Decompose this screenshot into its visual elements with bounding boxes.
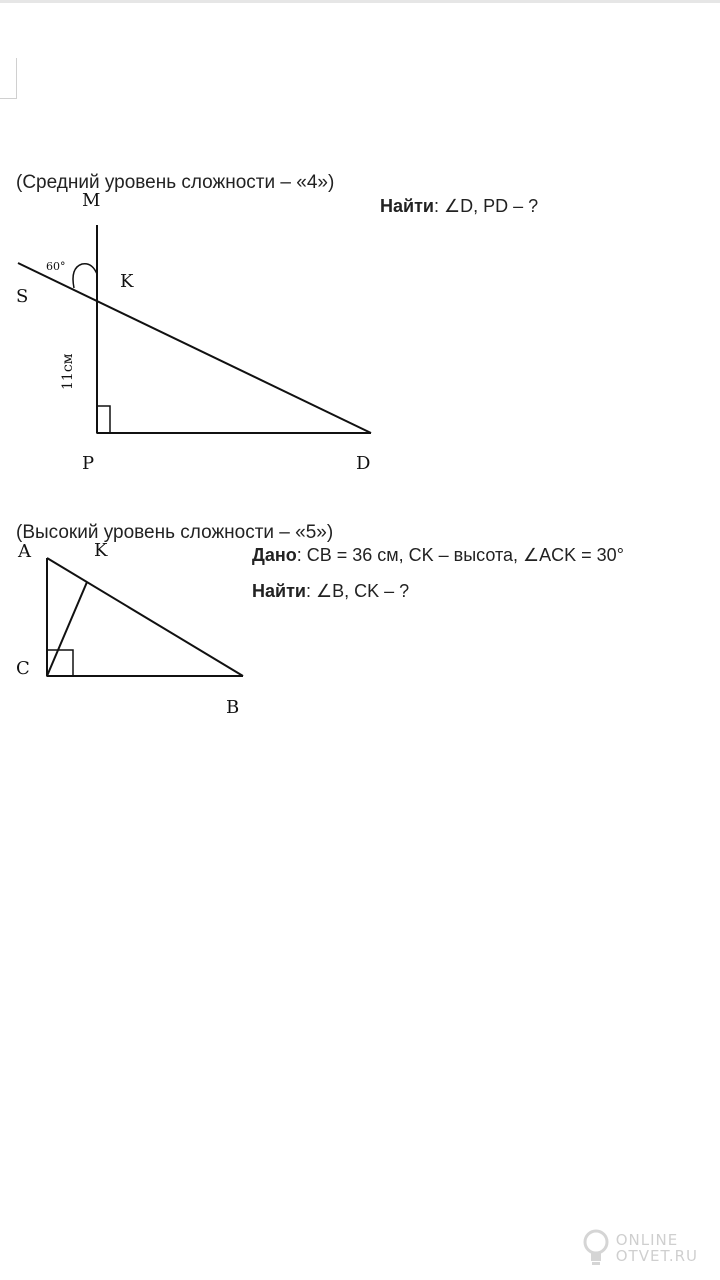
problem2-find-text: : ∠B, CK – ?: [305, 581, 410, 601]
label-c: C: [16, 658, 30, 679]
label-m: M: [82, 190, 101, 211]
problem2-given-text: : CB = 36 см, CK – высота, ∠ACK = 30°: [296, 545, 624, 565]
watermark-line1: ONLINE: [615, 1231, 679, 1249]
label-a: A: [18, 541, 31, 562]
right-angle-mark-c: [47, 650, 73, 676]
label-side-11cm: 11см: [60, 353, 76, 390]
label-k2: K: [94, 540, 108, 561]
problem1-find-label: Найти: [380, 196, 434, 216]
problem2-given-label: Дано: [252, 545, 297, 565]
line-ab: [47, 558, 243, 676]
label-p: P: [82, 453, 95, 474]
problem1-find-text: : ∠D, PD – ?: [433, 196, 539, 216]
lightbulb-icon: [582, 1228, 610, 1268]
line-ck: [47, 582, 87, 676]
label-d: D: [356, 453, 371, 474]
label-k: K: [120, 271, 134, 292]
label-s: S: [16, 286, 29, 307]
problem2-find-label: Найти: [252, 581, 306, 601]
problem1-level: (Средний уровень сложности – «4»): [16, 172, 335, 193]
watermark-text: [616, 1232, 698, 1264]
watermark-line2: OTVET.RU: [615, 1247, 698, 1265]
label-b: B: [226, 697, 240, 718]
watermark-logo: [582, 1228, 698, 1268]
problem2-level: (Высокий уровень сложности – «5»): [16, 522, 334, 543]
label-angle-60: 60°: [46, 260, 66, 273]
